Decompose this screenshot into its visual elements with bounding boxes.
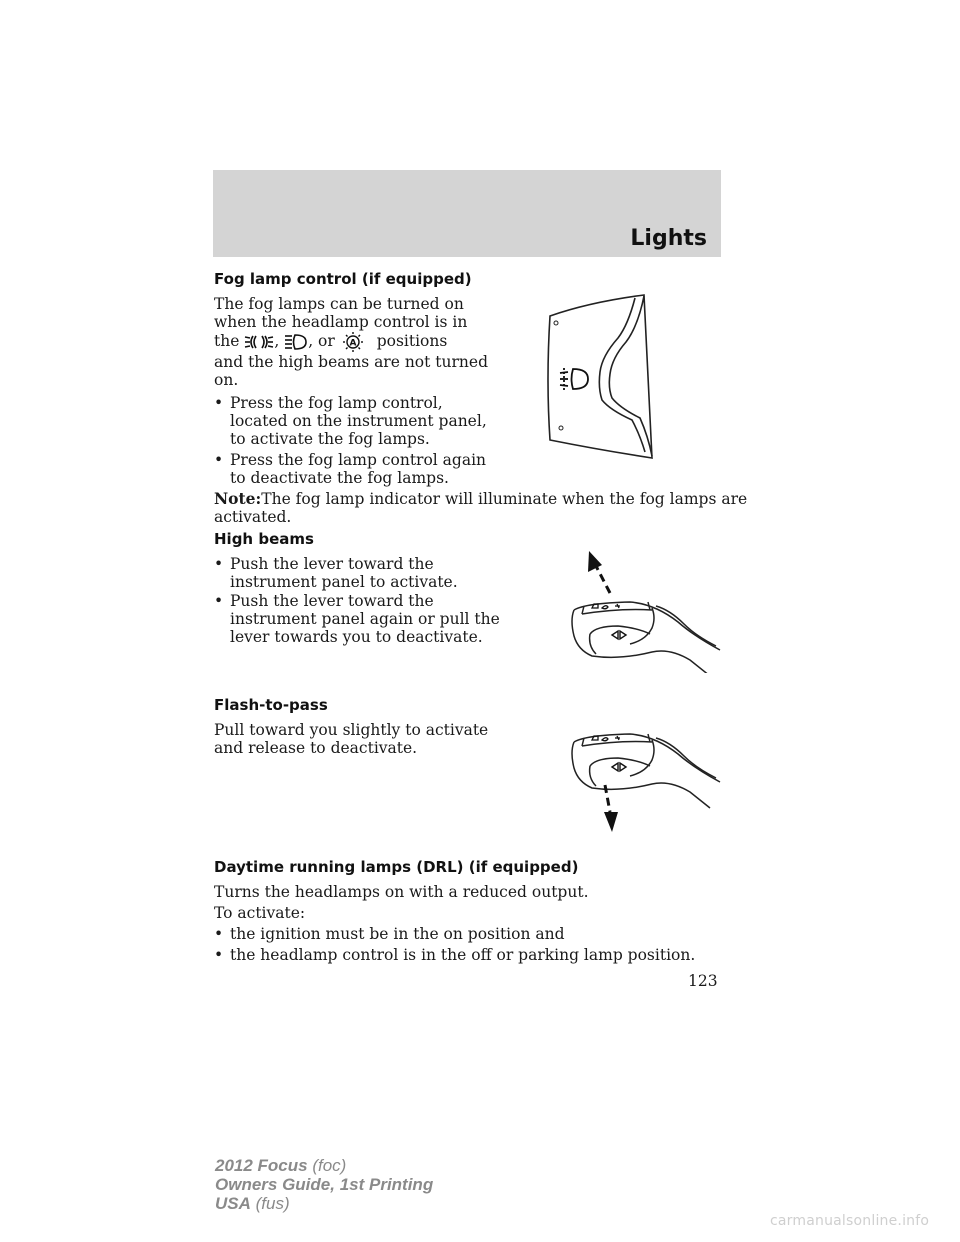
drl-bullet-2-text: the headlamp control is in the off or parking lamp position. (230, 946, 696, 964)
fog-bullet-1-line1: Press the fog lamp control, (230, 394, 443, 412)
section-header (213, 170, 721, 257)
high-beams-bullet-1-line2: instrument panel to activate. (230, 573, 458, 591)
watermark: carmanualsonline.info (770, 1213, 930, 1229)
text-the: the (214, 332, 240, 350)
fog-intro-line1: The fog lamps can be turned on (214, 295, 464, 313)
panel-screw (554, 321, 558, 325)
svg-text:A: A (349, 338, 357, 349)
fog-intro-line5: on. (214, 371, 239, 389)
footer-market-code: (fus) (255, 1194, 290, 1213)
fog-note (214, 490, 747, 508)
headlamp-icon (284, 332, 308, 352)
lever-push-illustration (560, 548, 725, 673)
bullet-marker: • (214, 592, 224, 610)
section-title: Lights (630, 226, 707, 251)
drl-bullet-1-text: the ignition must be in the on position and (230, 925, 565, 943)
flash-line1: Pull toward you slightly to activate (214, 721, 489, 739)
parking-lamp-icon (244, 332, 274, 352)
drl-line2: To activate: (214, 904, 306, 922)
drl-line1: Turns the headlamps on with a reduced output. (214, 883, 589, 901)
flash-line2: and release to deactivate. (214, 739, 418, 757)
fog-intro-line2: when the headlamp control is in (214, 313, 468, 331)
fog-bullet-2-line2: to deactivate the fog lamps. (230, 469, 449, 487)
fog-bullet-2-line1: Press the fog lamp control again (230, 451, 487, 469)
page-number: 123 (688, 972, 718, 990)
note-label: Note: (214, 489, 262, 508)
bullet-marker: • (214, 925, 224, 943)
fog-icons-line (214, 331, 447, 353)
footer-market: USA (215, 1194, 251, 1213)
fog-lamp-icon (560, 368, 588, 390)
text-positions: positions (376, 332, 448, 350)
bullet-marker: • (214, 946, 224, 964)
footer-model-code: (foc) (312, 1156, 347, 1175)
autolamp-icon (340, 331, 366, 353)
footer-guide: Owners Guide, 1st Printing (215, 1175, 434, 1194)
fog-intro-line4: and the high beams are not turned (214, 353, 488, 371)
arrow-up-icon (588, 551, 610, 593)
fog-lamp-panel-illustration (540, 290, 660, 470)
arrow-down-icon (604, 785, 618, 832)
high-beams-heading: High beams (214, 530, 314, 548)
high-beams-bullet-1-line1: Push the lever toward the (230, 555, 434, 573)
drl-heading: Daytime running lamps (DRL) (if equipped) (214, 858, 579, 876)
edition-footer (215, 1156, 433, 1213)
flash-to-pass-heading: Flash-to-pass (214, 696, 328, 714)
footer-model: 2012 Focus (215, 1156, 308, 1175)
lever-pull-illustration (560, 712, 725, 837)
bullet-marker: • (214, 394, 224, 412)
high-beams-bullet-2-line2: instrument panel again or pull the (230, 610, 500, 628)
fog-bullet-1-line3: to activate the fog lamps. (230, 430, 430, 448)
fog-bullet-1-line2: located on the instrument panel, (230, 412, 487, 430)
fog-note-line2: activated. (214, 508, 292, 526)
note-text: The fog lamp indicator will illuminate when the fog lamps are (261, 490, 748, 508)
bullet-marker: • (214, 555, 224, 573)
high-beams-bullet-2-line3: lever towards you to deactivate. (230, 628, 483, 646)
text-or: , or (308, 332, 335, 350)
text-comma: , (274, 332, 280, 350)
fog-lamp-heading: Fog lamp control (if equipped) (214, 270, 472, 288)
bullet-marker: • (214, 451, 224, 469)
high-beams-bullet-2-line1: Push the lever toward the (230, 592, 434, 610)
panel-screw (559, 426, 563, 430)
